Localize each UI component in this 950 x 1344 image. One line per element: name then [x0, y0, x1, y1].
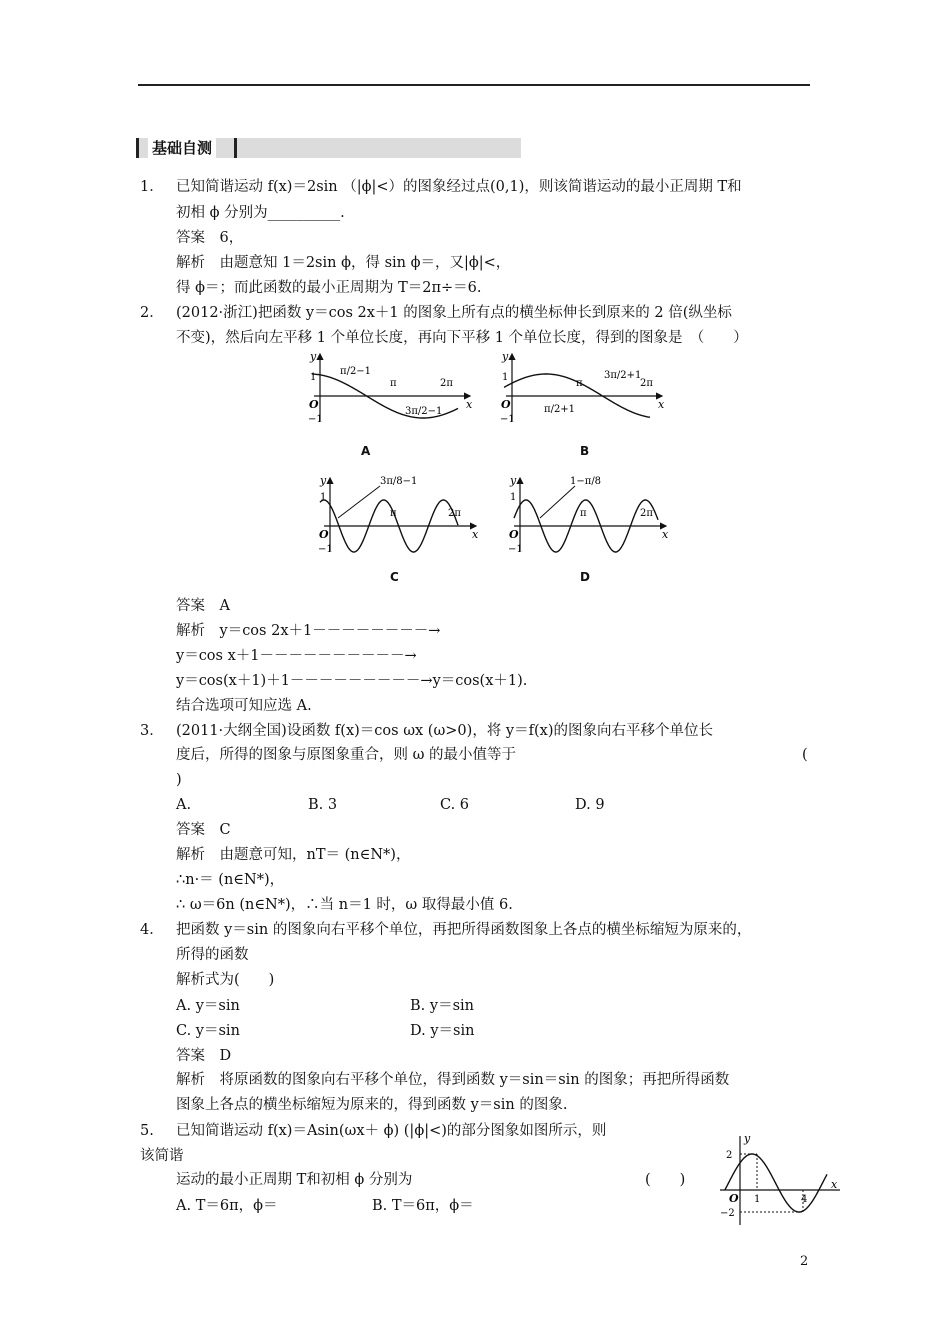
graph-d-tick-2: π [580, 508, 587, 519]
graph-d-tick-4: 2π [640, 508, 653, 519]
q2-line2: 不变)，然后向左平移 1 个单位长度，再向下平移 1 个单位长度，得到的图象是 （ ） [176, 330, 748, 346]
q2-number: 2． [140, 305, 164, 321]
graph-b-neg-one: −1 [500, 414, 515, 425]
q5-graph [715, 1130, 855, 1230]
graph-a-tick-3: 3π/2−1 [405, 406, 443, 417]
q5-line1: 已知简谐运动 f(x)＝Asin(ωx＋ ϕ) (|ϕ|<)的部分图象如图所示，则 [176, 1123, 607, 1139]
graph-a-neg-one: −1 [308, 414, 323, 425]
graph-d-pointer [540, 486, 575, 518]
graph-c-one: 1 [320, 492, 327, 503]
graph-c-tick-2: π [390, 508, 397, 519]
graph-b-tick-3: 3π/2+1 [604, 370, 642, 381]
q4-line1: 把函数 y＝sin 的图象向右平移个单位，再把所得函数图象上各点的横坐标缩短为原来的， [176, 922, 752, 938]
graph-a [308, 350, 473, 425]
graph-d [508, 474, 669, 555]
section-bar-right [234, 138, 237, 158]
q2-analysis-4: 结合选项可知应选 A. [176, 698, 312, 714]
q2-graph-panel [0, 348, 950, 598]
graph-a-tick-4: 2π [440, 378, 453, 389]
q5-graph-tick-1: 1 [754, 1194, 761, 1205]
q1-analysis-2: 得 ϕ＝；而此函数的最小正周期为 T＝2π÷＝6. [176, 280, 482, 296]
q4-option-b: B. y＝sin [410, 998, 474, 1014]
q4-analysis-1: 解析 将原函数的图象向右平移个单位，得到函数 y＝sin＝sin 的图象；再把所得函数 [176, 1072, 730, 1088]
graph-b-x-label: x [658, 398, 665, 411]
q5-graph-tick-2: 2 [726, 1150, 733, 1161]
q5-graph-y-label: y [744, 1132, 751, 1145]
q5-option-a: A. T＝6π，ϕ＝ [176, 1198, 278, 1214]
graph-b-one: 1 [502, 372, 509, 383]
graph-c-y-label: y [320, 474, 327, 487]
q3-analysis-3: ∴ ω＝6n (n∈N*)，∴当 n＝1 时，ω 取得最小值 6. [176, 897, 513, 913]
q3-option-c: C. 6 [440, 797, 470, 813]
graph-d-neg-one: −1 [508, 544, 523, 555]
q3-number: 3． [140, 723, 164, 739]
graph-a-tick-1: π/2−1 [340, 366, 372, 377]
graph-a-label: A [361, 444, 371, 458]
q3-line1: (2011·大纲全国)设函数 f(x)＝cos ωx (ω>0)，将 y＝f(x)的图象向右平移个单位长 [176, 723, 713, 739]
q3-option-a: A. [176, 797, 192, 813]
graph-d-x-label: x [662, 528, 669, 541]
graph-d-origin: O [509, 528, 519, 541]
graph-c-tick-4: 2π [448, 508, 461, 519]
q1-analysis-1: 解析 由题意知 1＝2sin ϕ，得 sin ϕ＝，又|ϕ|<， [176, 255, 511, 271]
q3-answer: 答案 C [176, 822, 231, 838]
q5-graph-tick-4: 4 [801, 1194, 808, 1205]
section-title: 基础自测 [148, 138, 216, 158]
graph-b-tick-2: π [576, 378, 583, 389]
q2-analysis-1: 解析 y＝cos 2x＋1－－－－－－－－→ [176, 623, 441, 639]
q2-analysis-2: y＝cos x＋1－－－－－－－－－－→ [176, 648, 417, 664]
q4-line2: 所得的函数 [176, 947, 249, 963]
q3-line2: 度后，所得的图象与原图象重合，则 ω 的最小值等于 [176, 747, 517, 763]
q1-line2: 初相 ϕ 分别为__________. [176, 205, 345, 221]
graph-a-one: 1 [310, 372, 317, 383]
q5-graph-origin: O [729, 1192, 739, 1205]
graph-c-neg-one: −1 [318, 544, 333, 555]
q4-option-d: D. y＝sin [410, 1023, 475, 1039]
q1-line1: 已知简谐运动 f(x)＝2sin （|ϕ|<）的图象经过点(0,1)，则该简谐运动的最小正周期 T和 [176, 179, 742, 195]
section-bar-left [136, 138, 139, 158]
q3-paren-close: ) [176, 772, 182, 788]
q2-answer: 答案 A [176, 598, 230, 614]
q5-graph-tick-neg2: −2 [720, 1208, 735, 1219]
q3-option-b: B. 3 [308, 797, 338, 813]
graph-d-label: D [580, 570, 590, 584]
q5-paren: ( ) [645, 1172, 686, 1188]
q3-option-d: D. 9 [575, 797, 605, 813]
q2-line1: (2012·浙江)把函数 y＝cos 2x＋1 的图象上所有点的横坐标伸长到原来的 2 倍(纵坐标 [176, 305, 732, 321]
q4-answer: 答案 D [176, 1048, 232, 1064]
graph-a-tick-2: π [390, 378, 397, 389]
q4-analysis-2: 图象上各点的横坐标缩短为原来的，得到函数 y＝sin 的图象. [176, 1097, 568, 1113]
graph-b-tick-1: π/2+1 [544, 404, 576, 415]
q3-analysis-1: 解析 由题意可知，nT＝ (n∈N*)， [176, 847, 411, 863]
page-number: 2 [800, 1254, 809, 1269]
header-rule [138, 84, 810, 86]
graph-c [318, 474, 479, 555]
q3-analysis-2: ∴n·＝ (n∈N*)， [176, 872, 285, 888]
graph-b-origin: O [501, 398, 511, 411]
section-header [136, 138, 521, 158]
q4-option-a: A. y＝sin [176, 998, 240, 1014]
graph-c-label: C [390, 570, 399, 584]
q5-option-b: B. T＝6π，ϕ＝ [372, 1198, 474, 1214]
q5-graph-x-label: x [831, 1178, 838, 1191]
q3-paren-open: ( [802, 747, 808, 763]
q5-line2: 该简谐 [140, 1148, 184, 1164]
q4-line3: 解析式为( ) [176, 972, 275, 988]
q4-number: 4． [140, 922, 164, 938]
graph-c-tick-1: 3π/8−1 [380, 476, 418, 487]
graph-a-y-label: y [310, 350, 317, 363]
graph-d-tick-1: 1−π/8 [570, 476, 602, 487]
graph-b-y-label: y [502, 350, 509, 363]
graph-a-origin: O [309, 398, 319, 411]
graph-c-x-label: x [472, 528, 479, 541]
q1-number: 1． [140, 179, 164, 195]
graph-d-y-label: y [510, 474, 517, 487]
graph-a-x-label: x [466, 398, 473, 411]
q1-answer: 答案 6， [176, 230, 244, 246]
graph-b-label: B [580, 444, 590, 458]
q2-analysis-3: y＝cos(x＋1)＋1－－－－－－－－－→y＝cos(x＋1). [176, 673, 528, 689]
graph-b [500, 350, 665, 425]
graph-b-tick-4: 2π [640, 378, 653, 389]
q5-line3: 运动的最小正周期 T和初相 ϕ 分别为 [176, 1172, 413, 1188]
q5-number: 5. [140, 1123, 154, 1139]
q4-option-c: C. y＝sin [176, 1023, 240, 1039]
graph-c-origin: O [319, 528, 329, 541]
graph-d-one: 1 [510, 492, 517, 503]
